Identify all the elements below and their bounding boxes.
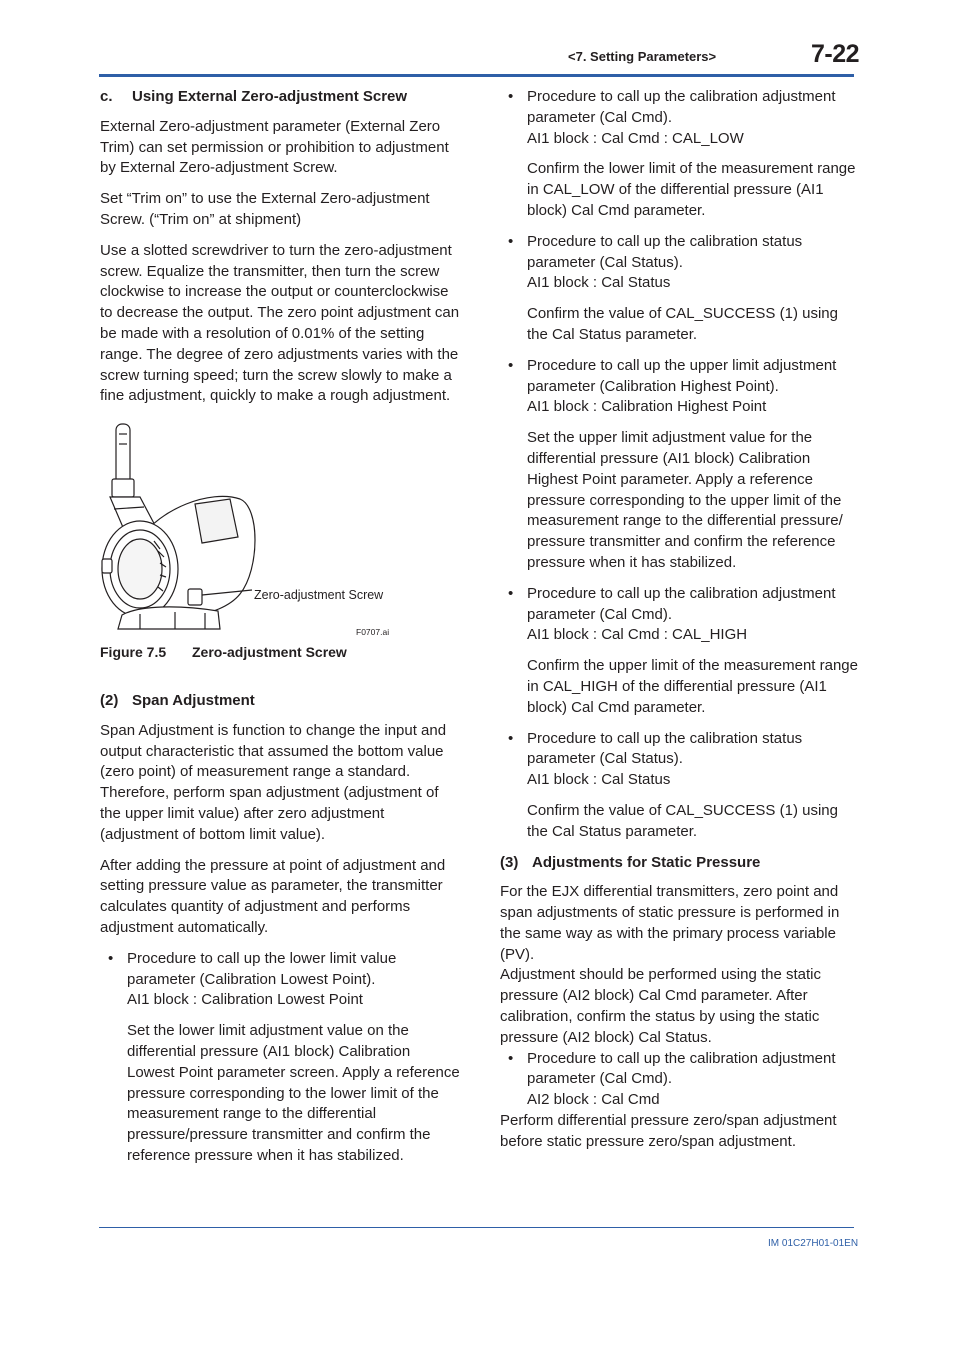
bullet-text: Procedure to call up the upper limit adjustment parameter (Calibration Highest Point). <box>527 356 837 395</box>
bullet-text: Procedure to call up the calibration adjustment parameter (Cal Cmd). <box>527 1049 836 1088</box>
paragraph: After adding the pressure at point of adjustment and setting pressure value as parameter, the transmitter calculates quantity of adjustment and performs adjustment automatically. <box>100 856 446 936</box>
bullet-item <box>100 949 460 1011</box>
paragraph: For the EJX differential transmitters, zero point and span adjustments of static pressure is performed in the same way as with the primary process variable (PV). <box>500 883 840 963</box>
bullet-subparagraph: Confirm the lower limit of the measurement range in CAL_LOW of the differential pressure (AI1 block) Cal Cmd parameter. <box>527 160 856 219</box>
bullet-text: Procedure to call up the calibration adjustment parameter (Cal Cmd). <box>527 584 836 623</box>
paragraph: Perform differential pressure zero/span adjustment before static pressure zero/span adjustment. <box>500 1112 837 1150</box>
bullet-icon: • <box>508 584 514 602</box>
paragraph: Span Adjustment is function to change the input and output characteristic that assumed the bottom value (zero point) of measurement range a standard. Therefore, perform span adjustment (adjustment of the upper limit value) after zero adjustment (adjustment of bottom limit value). <box>100 721 447 843</box>
bullet-text-block: AI1 block : Calibration Lowest Point <box>127 991 363 1009</box>
bullet-text: Procedure to call up the calibration status parameter (Cal Status). <box>527 729 803 768</box>
bullet-item <box>500 1049 860 1111</box>
figure-zero-adjustment-screw <box>100 419 460 638</box>
figure-title: Zero-adjustment Screw <box>192 644 347 661</box>
heading-number: (2) <box>100 691 119 709</box>
left-column <box>100 87 460 1177</box>
bullet-icon: • <box>508 88 514 105</box>
bullet-text-block: AI1 block : Cal Cmd : CAL_HIGH <box>527 626 748 644</box>
bullet-subparagraph: Confirm the value of CAL_SUCCESS (1) using the Cal Status parameter. <box>527 305 838 343</box>
bullet-subparagraph: Confirm the value of CAL_SUCCESS (1) using the Cal Status parameter. <box>527 801 838 840</box>
bullet-icon: • <box>108 949 114 967</box>
paragraph: Set “Trim on” to use the External Zero-adjustment Screw. (“Trim on” at shipment) <box>100 190 430 228</box>
paragraph: External Zero-adjustment parameter (External Zero Trim) can set permission or prohibition to adjustment by External Zero-adjustment Screw. <box>100 117 449 177</box>
header-section-title: <7. Setting Parameters> <box>568 49 717 64</box>
heading-external-zero-adjustment <box>100 87 460 108</box>
figure-callout-label: Zero-adjustment Screw <box>254 588 384 603</box>
bullet-text-block: AI1 block : Cal Status <box>527 274 671 292</box>
bullet-item <box>500 356 860 418</box>
bullet-item <box>500 232 860 294</box>
heading-text: Span Adjustment <box>132 691 255 709</box>
right-column <box>500 87 860 1163</box>
bullet-icon: • <box>508 356 514 374</box>
page-number: 7-22 <box>811 40 860 68</box>
figure-label: Figure 7.5 <box>100 644 167 661</box>
bullet-icon: • <box>508 729 514 747</box>
bullet-item <box>500 87 860 149</box>
bullet-text-block: AI1 block : Cal Status <box>527 771 671 789</box>
heading-static-pressure <box>500 853 860 874</box>
bullet-icon: • <box>508 232 514 250</box>
header-rule <box>99 74 854 77</box>
bullet-subparagraph: Confirm the upper limit of the measurement range in CAL_HIGH of the differential pressure (AI1 block) Cal Cmd parameter. <box>527 657 858 716</box>
heading-span-adjustment <box>100 691 460 712</box>
figure-file-id: F0707.ai <box>356 627 390 638</box>
paragraph: Adjustment should be performed using the static pressure (AI2 block) Cal Cmd parameter. After calibration, confirm the status by using the static pressure (AI2 block) Cal Status. <box>500 966 822 1046</box>
bullet-text-block: AI1 block : Calibration Highest Point <box>527 398 767 416</box>
bullet-text-block: AI1 block : Cal Cmd : CAL_LOW <box>527 129 744 147</box>
bullet-item <box>500 729 860 791</box>
footer-rule <box>99 1227 854 1228</box>
heading-number: (3) <box>500 853 519 871</box>
bullet-text: Procedure to call up the calibration adjustment parameter (Cal Cmd). <box>527 88 836 126</box>
heading-text: Using External Zero-adjustment Screw <box>132 88 408 105</box>
bullet-text-block: AI2 block : Cal Cmd <box>527 1091 660 1109</box>
bullet-subparagraph: Set the upper limit adjustment value for the differential pressure (AI1 block) Calibration Highest Point parameter. Apply a reference pressure corresponding to the upper limit of the measurement range to the differential pressure/ pressure transmitter and confirm the reference pressure when it has stabilized. <box>527 429 843 571</box>
bullet-text: Procedure to call up the lower limit value parameter (Calibration Lowest Point). <box>127 949 397 988</box>
paragraph: Use a slotted screwdriver to turn the zero-adjustment screw. Equalize the transmitter, then turn the screw clockwise to increase the output or counterclockwise to decrease the output. The zero point adjustment can be made with a resolution of 0.01% of the setting range. The degree of zero adjustments varies with the screw turning speed; turn the screw slowly to make a fine adjustment, quickly to make a rough adjustment. <box>100 241 460 405</box>
footer-document-id: IM 01C27H01-01EN <box>768 1238 859 1249</box>
heading-text: Adjustments for Static Pressure <box>532 853 761 871</box>
bullet-icon: • <box>508 1049 514 1067</box>
bullet-item <box>500 584 860 646</box>
bullet-subparagraph: Set the lower limit adjustment value on the differential pressure (AI1 block) Calibration Lowest Point parameter screen. Apply a reference pressure corresponding to the lower limit of the measurement range to the differential pressure/pressure transmitter and confirm the reference pressure when it has stabilized. <box>127 1022 460 1164</box>
figure-caption <box>100 642 460 663</box>
heading-number: c. <box>100 88 113 105</box>
bullet-text: Procedure to call up the calibration status parameter (Cal Status). <box>527 232 803 271</box>
